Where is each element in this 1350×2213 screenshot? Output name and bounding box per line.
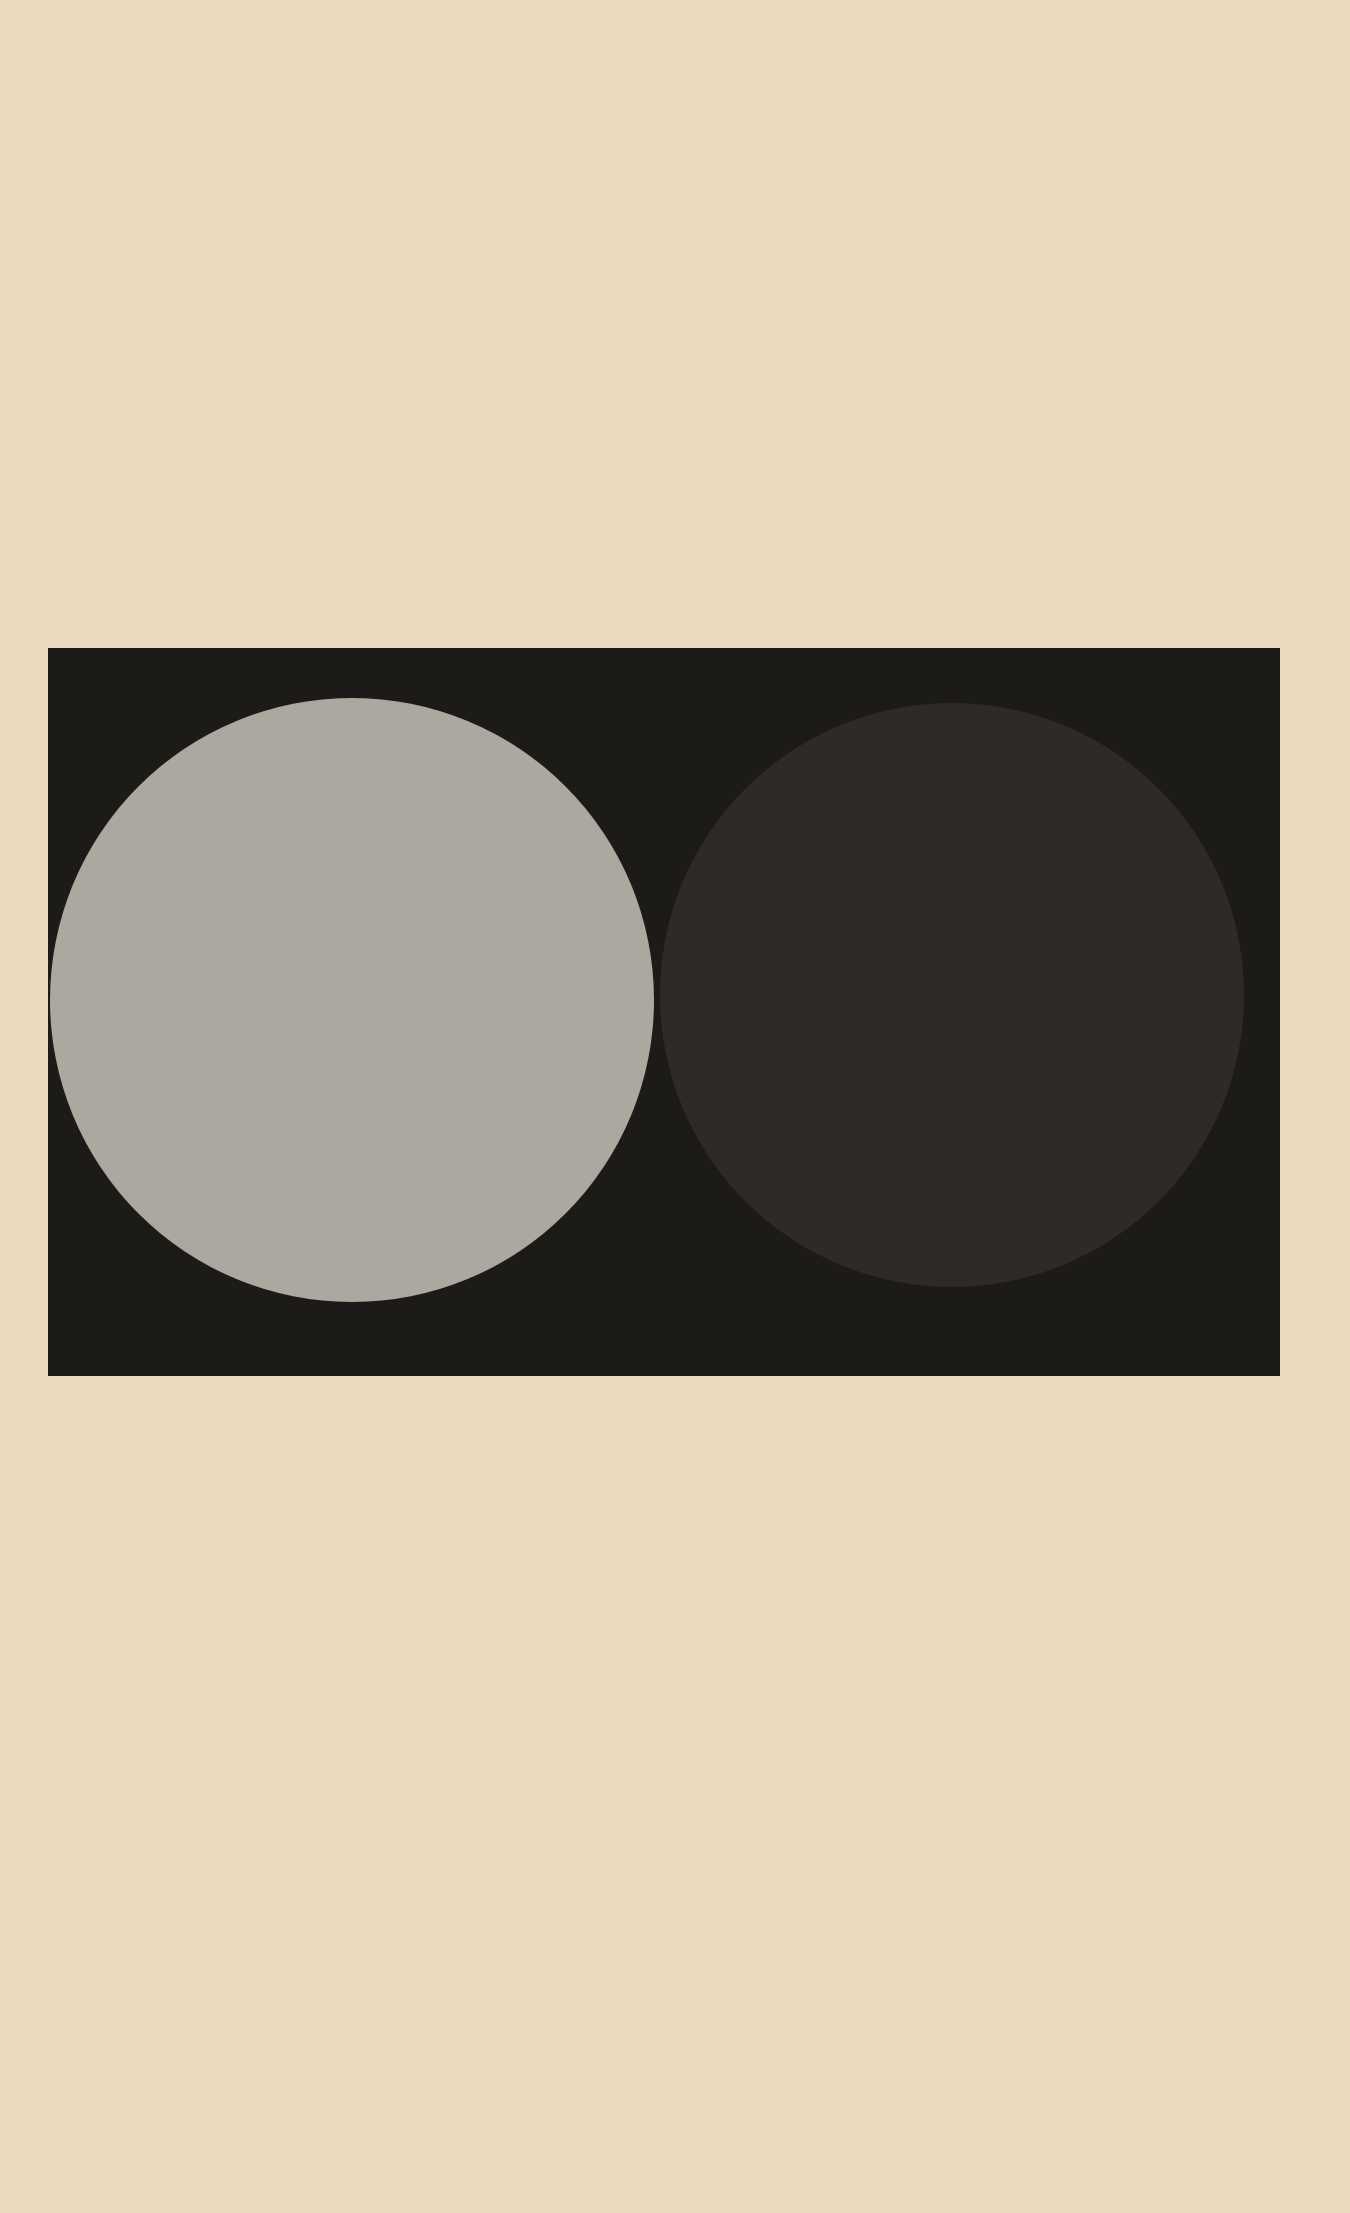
micrograph-pair	[48, 648, 1280, 1376]
micrograph-star-cells	[50, 698, 654, 1302]
micrograph-polyhedral-cells	[660, 703, 1244, 1287]
figure-plate	[48, 648, 1280, 1376]
running-head	[0, 30, 1350, 80]
figure-caption-line	[0, 1405, 1350, 1431]
